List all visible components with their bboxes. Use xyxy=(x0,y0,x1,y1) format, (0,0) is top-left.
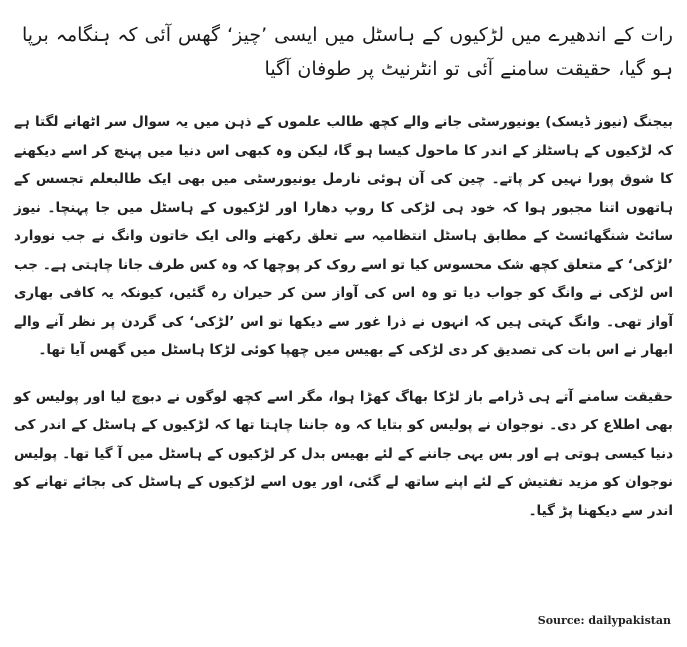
source-credit: Source: dailypakistan xyxy=(537,614,671,627)
article-paragraph-2: حقیقت سامنے آتے ہی ڈرامے باز لڑکا بھاگ کھڑا ہوا، مگر اسے کچھ لوگوں نے دبوچ لیا اور پولیس کو بھی اطلاع کر دی۔ نوجوان نے پولیس کو بتایا کہ وہ جاننا چاہتا تھا کہ لڑکیوں کے ہاسٹل کے اندر کی دنیا کیسی ہوتی ہے اور بس یہی جاننے کے لئے بھیس بدل کر لڑکیوں کے ہاسٹل میں آ گیا تھا۔ پولیس نوجوان کو مزید تفتیش کے لئے اپنے ساتھ لے گئی، اور یوں اسے لڑکیوں کے ہاسٹل کی بجائے تھانے کو اندر سے دیکھنا پڑ گیا۔ xyxy=(14,388,673,519)
article-paragraph-1: بیجنگ (نیوز ڈیسک) یونیورسٹی جانے والے کچھ طالب علموں کے ذہن میں یہ سوال سر اٹھانے لگتا ہے کہ لڑکیوں کے ہاسٹلز کے اندر کا ماحول کیسا ہو گا، لیکن وہ کبھی اس دنیا میں پہنچ کر اسے دیکھنے کا شوق پورا نہیں کر پاتے۔ چین کی آن ہوئی نارمل یونیورسٹی میں بھی ایک طالبعلم تجسس کے ہاتھوں اتنا مجبور ہوا کہ خود ہی لڑکی کا روپ دھارا اور لڑکیوں کے ہاسٹل میں جا پہنچا۔ نیوز سائٹ شنگھائسٹ کے مطابق ہاسٹل انتظامیہ سے تعلق رکھنے والی ایک خاتون وانگ نے جب نووارد ’لڑکی‘ کے متعلق کچھ شک محسوس کیا تو اسے روک کر پوچھا کہ وہ کس طرف جانا چاہتی ہے۔ جب اس لڑکی نے وانگ کو جواب دیا تو وہ اس کی آواز سن کر حیران رہ گئیں، کیونکہ یہ کافی بھاری آواز تھی۔ وانگ کہتی ہیں کہ انہوں نے ذرا غور سے دیکھا تو اس ’لڑکی‘ کی گردن پر نظر آنے والے ابھار نے اس بات کی تصدیق کر دی لڑکی کے بھیس میں چھپا کوئی لڑکا ہاسٹل میں گھس آیا تھا۔ xyxy=(14,114,673,358)
article-headline: رات کے اندھیرے میں لڑکیوں کے ہاسٹل میں ایسی ’چیز‘ گھس آئی کہ ہنگامہ برپا ہو گیا، حقیقت سامنے آئی تو انٹرنیٹ پر طوفان آگیا xyxy=(21,24,673,80)
